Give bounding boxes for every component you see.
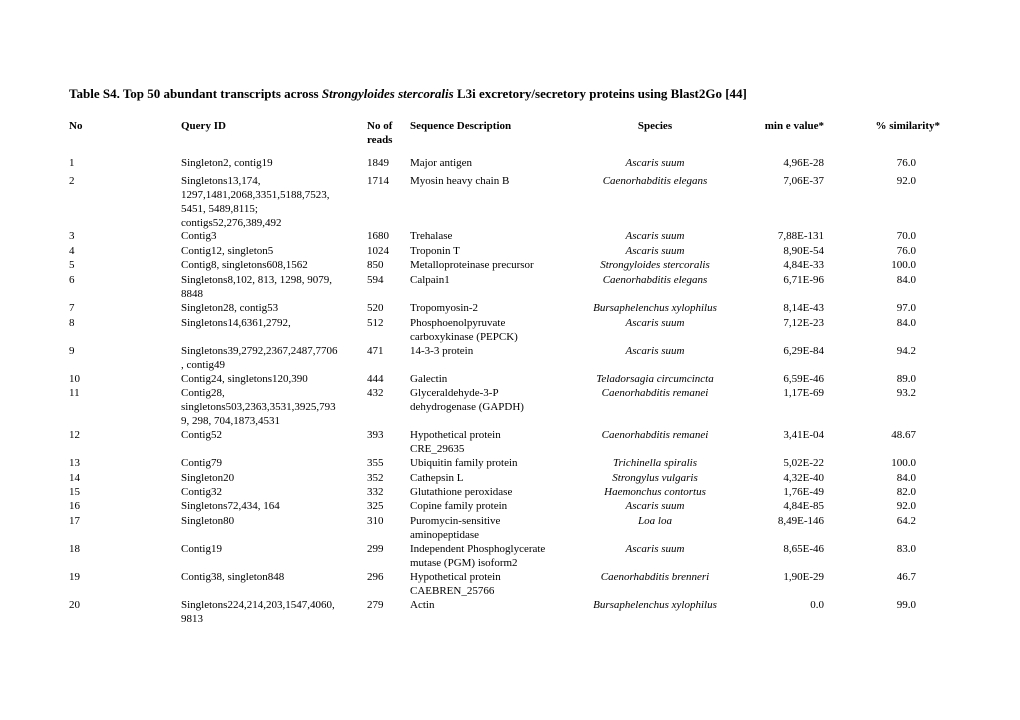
row-species: Caenorhabditis elegans bbox=[602, 175, 708, 187]
row-similarity: 92.0 bbox=[896, 175, 916, 187]
header-query-id: Query ID bbox=[181, 120, 226, 132]
row-query-id bbox=[181, 499, 363, 513]
row-similarity: 64.2 bbox=[896, 515, 916, 527]
row-query-id-line: Contig8, singletons608,1562 bbox=[181, 259, 308, 271]
row-similarity: 99.0 bbox=[896, 599, 916, 611]
row-description bbox=[410, 372, 575, 386]
row-e-value: 3,41E-04 bbox=[783, 429, 824, 441]
row-e-value: 7,88E-131 bbox=[777, 230, 824, 242]
row-query-id bbox=[181, 273, 363, 301]
row-query-id-line: Singleton80 bbox=[181, 515, 235, 527]
row-description-line: Glyceraldehyde-3-P bbox=[410, 387, 499, 399]
row-description-line: Glutathione peroxidase bbox=[410, 486, 513, 498]
row-description-line: carboxykinase (PEPCK) bbox=[410, 331, 518, 343]
row-query-id-line: 9813 bbox=[181, 613, 203, 625]
row-e-value: 4,96E-28 bbox=[783, 157, 824, 169]
row-reads: 1024 bbox=[367, 245, 389, 257]
row-e-value: 6,59E-46 bbox=[783, 373, 824, 385]
row-species: Haemonchus contortus bbox=[604, 486, 706, 498]
row-reads: 520 bbox=[367, 302, 384, 314]
row-description bbox=[410, 428, 575, 456]
row-e-value: 8,90E-54 bbox=[783, 245, 824, 257]
row-description-line: aminopeptidase bbox=[410, 529, 480, 541]
row-similarity: 97.0 bbox=[896, 302, 916, 314]
row-species: Bursaphelenchus xylophilus bbox=[593, 599, 717, 611]
row-reads: 444 bbox=[367, 373, 384, 385]
row-description-line: Independent Phosphoglycerate bbox=[410, 543, 546, 555]
row-query-id-line: 9, 298, 704,1873,4531 bbox=[181, 415, 280, 427]
row-description-line: Actin bbox=[410, 599, 435, 611]
row-similarity: 83.0 bbox=[896, 543, 916, 555]
row-query-id-line: Contig19 bbox=[181, 543, 222, 555]
row-query-id-line: Singleton2, contig19 bbox=[181, 157, 273, 169]
row-number: 6 bbox=[69, 274, 75, 286]
row-reads: 432 bbox=[367, 387, 384, 399]
row-species: Ascaris suum bbox=[625, 230, 685, 242]
row-query-id-line: Contig52 bbox=[181, 429, 222, 441]
title-species: Strongyloides stercoralis bbox=[321, 86, 454, 101]
row-number: 17 bbox=[69, 515, 80, 527]
row-description-line: mutase (PGM) isoform2 bbox=[410, 557, 518, 569]
row-description bbox=[410, 273, 575, 287]
row-query-id-line: Contig32 bbox=[181, 486, 222, 498]
row-species: Ascaris suum bbox=[625, 543, 685, 555]
row-description-line: Tropomyosin-2 bbox=[410, 302, 479, 314]
row-query-id-line: Contig79 bbox=[181, 457, 222, 469]
row-reads: 1849 bbox=[367, 157, 389, 169]
row-reads: 332 bbox=[367, 486, 384, 498]
row-description bbox=[410, 471, 575, 485]
row-query-id bbox=[181, 344, 363, 372]
row-description bbox=[410, 485, 575, 499]
row-query-id-line: Singletons13,174, bbox=[181, 175, 261, 187]
row-species: Ascaris suum bbox=[625, 500, 685, 512]
row-reads: 850 bbox=[367, 259, 384, 271]
row-description bbox=[410, 456, 575, 470]
row-species: Loa loa bbox=[638, 515, 672, 527]
row-number: 11 bbox=[69, 387, 80, 399]
row-similarity: 89.0 bbox=[896, 373, 916, 385]
row-e-value: 1,90E-29 bbox=[783, 571, 824, 583]
row-query-id bbox=[181, 244, 363, 258]
row-query-id bbox=[181, 598, 363, 626]
row-query-id-line: contigs52,276,389,492 bbox=[181, 217, 282, 229]
row-similarity: 76.0 bbox=[896, 157, 916, 169]
row-description-line: Phosphoenolpyruvate bbox=[410, 317, 506, 329]
row-description-line: Copine family protein bbox=[410, 500, 508, 512]
row-description bbox=[410, 570, 575, 598]
row-similarity: 93.2 bbox=[896, 387, 916, 399]
header-similarity: % similarity* bbox=[875, 120, 940, 132]
row-number: 18 bbox=[69, 543, 80, 555]
row-number: 16 bbox=[69, 500, 80, 512]
row-query-id-line: Contig12, singleton5 bbox=[181, 245, 274, 257]
row-description bbox=[410, 598, 575, 612]
row-description bbox=[410, 514, 575, 542]
row-number: 10 bbox=[69, 373, 80, 385]
row-description bbox=[410, 344, 575, 358]
row-similarity: 76.0 bbox=[896, 245, 916, 257]
row-species: Caenorhabditis remanei bbox=[601, 429, 709, 441]
row-query-id bbox=[181, 301, 363, 315]
row-query-id bbox=[181, 229, 363, 243]
row-description bbox=[410, 174, 575, 188]
row-species: Teladorsagia circumcincta bbox=[596, 373, 714, 385]
row-number: 20 bbox=[69, 599, 80, 611]
row-similarity: 46.7 bbox=[896, 571, 916, 583]
row-reads: 594 bbox=[367, 274, 384, 286]
row-reads: 355 bbox=[367, 457, 384, 469]
row-e-value: 4,32E-40 bbox=[783, 472, 824, 484]
row-similarity: 84.0 bbox=[896, 274, 916, 286]
row-description-line: Ubiquitin family protein bbox=[410, 457, 518, 469]
row-query-id bbox=[181, 485, 363, 499]
row-description-line: 14-3-3 protein bbox=[410, 345, 474, 357]
row-similarity: 48.67 bbox=[891, 429, 916, 441]
row-species: Strongylus vulgaris bbox=[612, 472, 698, 484]
row-query-id-line: Singletons14,6361,2792, bbox=[181, 317, 291, 329]
row-description-line: Puromycin-sensitive bbox=[410, 515, 501, 527]
row-similarity: 70.0 bbox=[896, 230, 916, 242]
row-query-id-line: Singleton28, contig53 bbox=[181, 302, 279, 314]
row-e-value: 0.0 bbox=[810, 599, 824, 611]
row-species: Ascaris suum bbox=[625, 345, 685, 357]
row-query-id-line: Singletons224,214,203,1547,4060, bbox=[181, 599, 335, 611]
row-reads: 352 bbox=[367, 472, 384, 484]
row-similarity: 84.0 bbox=[896, 317, 916, 329]
row-e-value: 8,14E-43 bbox=[783, 302, 824, 314]
row-reads: 279 bbox=[367, 599, 384, 611]
row-species: Caenorhabditis remanei bbox=[601, 387, 709, 399]
row-query-id bbox=[181, 514, 363, 528]
row-description-line: Trehalase bbox=[410, 230, 453, 242]
row-query-id bbox=[181, 258, 363, 272]
table-title bbox=[69, 86, 747, 102]
row-query-id bbox=[181, 542, 363, 556]
row-reads: 299 bbox=[367, 543, 384, 555]
row-species: Strongyloides stercoralis bbox=[600, 259, 710, 271]
row-similarity: 100.0 bbox=[891, 457, 916, 469]
header-sequence-description: Sequence Description bbox=[410, 120, 512, 132]
row-description-line: Metalloproteinase precursor bbox=[410, 259, 534, 271]
row-number: 15 bbox=[69, 486, 80, 498]
header-species: Species bbox=[637, 120, 673, 132]
row-e-value: 6,71E-96 bbox=[783, 274, 824, 286]
row-e-value: 7,06E-37 bbox=[783, 175, 824, 187]
row-species: Trichinella spiralis bbox=[612, 457, 698, 469]
row-e-value: 8,65E-46 bbox=[783, 543, 824, 555]
row-similarity: 84.0 bbox=[896, 472, 916, 484]
row-description bbox=[410, 258, 575, 272]
row-query-id bbox=[181, 456, 363, 470]
row-description-line: Major antigen bbox=[410, 157, 473, 169]
row-query-id-line: Singleton20 bbox=[181, 472, 235, 484]
header-reads-line2: reads bbox=[367, 134, 393, 146]
row-reads: 393 bbox=[367, 429, 384, 441]
row-query-id-line: 5451, 5489,8115; bbox=[181, 203, 258, 215]
row-description bbox=[410, 316, 575, 344]
row-reads: 296 bbox=[367, 571, 384, 583]
row-similarity: 92.0 bbox=[896, 500, 916, 512]
row-description-line: Troponin T bbox=[410, 245, 460, 257]
row-species: Ascaris suum bbox=[625, 317, 685, 329]
row-number: 9 bbox=[69, 345, 75, 357]
row-species: Ascaris suum bbox=[625, 245, 685, 257]
row-e-value: 6,29E-84 bbox=[783, 345, 824, 357]
row-description bbox=[410, 499, 575, 513]
row-description-line: CAEBREN_25766 bbox=[410, 585, 495, 597]
row-query-id-line: 8848 bbox=[181, 288, 203, 300]
row-species: Ascaris suum bbox=[625, 157, 685, 169]
row-query-id bbox=[181, 316, 363, 330]
row-number: 13 bbox=[69, 457, 80, 469]
row-number: 5 bbox=[69, 259, 75, 271]
row-query-id bbox=[181, 174, 363, 230]
row-number: 8 bbox=[69, 317, 75, 329]
row-species: Caenorhabditis elegans bbox=[602, 274, 708, 286]
row-query-id bbox=[181, 570, 363, 584]
header-min-e-value: min e value* bbox=[764, 120, 824, 132]
row-query-id-line: Contig28, bbox=[181, 387, 225, 399]
row-species: Caenorhabditis brenneri bbox=[600, 571, 710, 583]
row-e-value: 4,84E-33 bbox=[783, 259, 824, 271]
row-number: 12 bbox=[69, 429, 80, 441]
row-e-value: 8,49E-146 bbox=[777, 515, 824, 527]
row-e-value: 1,76E-49 bbox=[783, 486, 824, 498]
row-number: 4 bbox=[69, 245, 75, 257]
row-reads: 325 bbox=[367, 500, 384, 512]
row-e-value: 1,17E-69 bbox=[783, 387, 824, 399]
row-description bbox=[410, 156, 575, 170]
row-query-id-line: Contig24, singletons120,390 bbox=[181, 373, 308, 385]
row-description bbox=[410, 386, 575, 414]
row-number: 3 bbox=[69, 230, 75, 242]
row-query-id bbox=[181, 386, 363, 428]
row-description-line: Hypothetical protein bbox=[410, 571, 501, 583]
row-similarity: 82.0 bbox=[896, 486, 916, 498]
row-e-value: 7,12E-23 bbox=[783, 317, 824, 329]
row-description-line: dehydrogenase (GAPDH) bbox=[410, 401, 524, 413]
row-reads: 1714 bbox=[367, 175, 389, 187]
row-number: 2 bbox=[69, 175, 75, 187]
row-description bbox=[410, 542, 575, 570]
row-description-line: Cathepsin L bbox=[410, 472, 464, 484]
row-description bbox=[410, 244, 575, 258]
row-query-id-line: , contig49 bbox=[181, 359, 225, 371]
row-species: Bursaphelenchus xylophilus bbox=[593, 302, 717, 314]
row-query-id-line: 1297,1481,2068,3351,5188,7523, bbox=[181, 189, 330, 201]
row-reads: 1680 bbox=[367, 230, 389, 242]
row-similarity: 94.2 bbox=[896, 345, 916, 357]
header-no-of-reads bbox=[367, 119, 405, 147]
row-number: 7 bbox=[69, 302, 75, 314]
row-reads: 310 bbox=[367, 515, 384, 527]
row-query-id bbox=[181, 156, 363, 170]
row-reads: 512 bbox=[367, 317, 384, 329]
row-number: 14 bbox=[69, 472, 80, 484]
row-query-id-line: Singletons39,2792,2367,2487,7706 bbox=[181, 345, 338, 357]
row-query-id bbox=[181, 372, 363, 386]
row-query-id-line: Contig3 bbox=[181, 230, 217, 242]
row-description bbox=[410, 301, 575, 315]
row-query-id-line: Contig38, singleton848 bbox=[181, 571, 285, 583]
row-description-line: Myosin heavy chain B bbox=[410, 175, 510, 187]
row-description-line: Hypothetical protein bbox=[410, 429, 501, 441]
row-e-value: 4,84E-85 bbox=[783, 500, 824, 512]
header-reads-line1: No of bbox=[367, 120, 393, 132]
title-suffix: L3i excretory/secretory proteins using Blast2Go [44] bbox=[453, 86, 747, 101]
header-no: No bbox=[69, 120, 83, 132]
row-query-id-line: Singletons8,102, 813, 1298, 9079, bbox=[181, 274, 332, 286]
row-query-id-line: Singletons72,434, 164 bbox=[181, 500, 280, 512]
row-query-id bbox=[181, 428, 363, 442]
row-description-line: CRE_29635 bbox=[410, 443, 465, 455]
row-number: 19 bbox=[69, 571, 80, 583]
row-description-line: Galectin bbox=[410, 373, 448, 385]
row-query-id-line: singletons503,2363,3531,3925,793 bbox=[181, 401, 336, 413]
row-description bbox=[410, 229, 575, 243]
row-similarity: 100.0 bbox=[891, 259, 916, 271]
row-description-line: Calpain1 bbox=[410, 274, 450, 286]
row-query-id bbox=[181, 471, 363, 485]
row-reads: 471 bbox=[367, 345, 384, 357]
row-number: 1 bbox=[69, 157, 75, 169]
row-e-value: 5,02E-22 bbox=[783, 457, 824, 469]
title-prefix: Table S4. Top 50 abundant transcripts across bbox=[69, 86, 322, 101]
